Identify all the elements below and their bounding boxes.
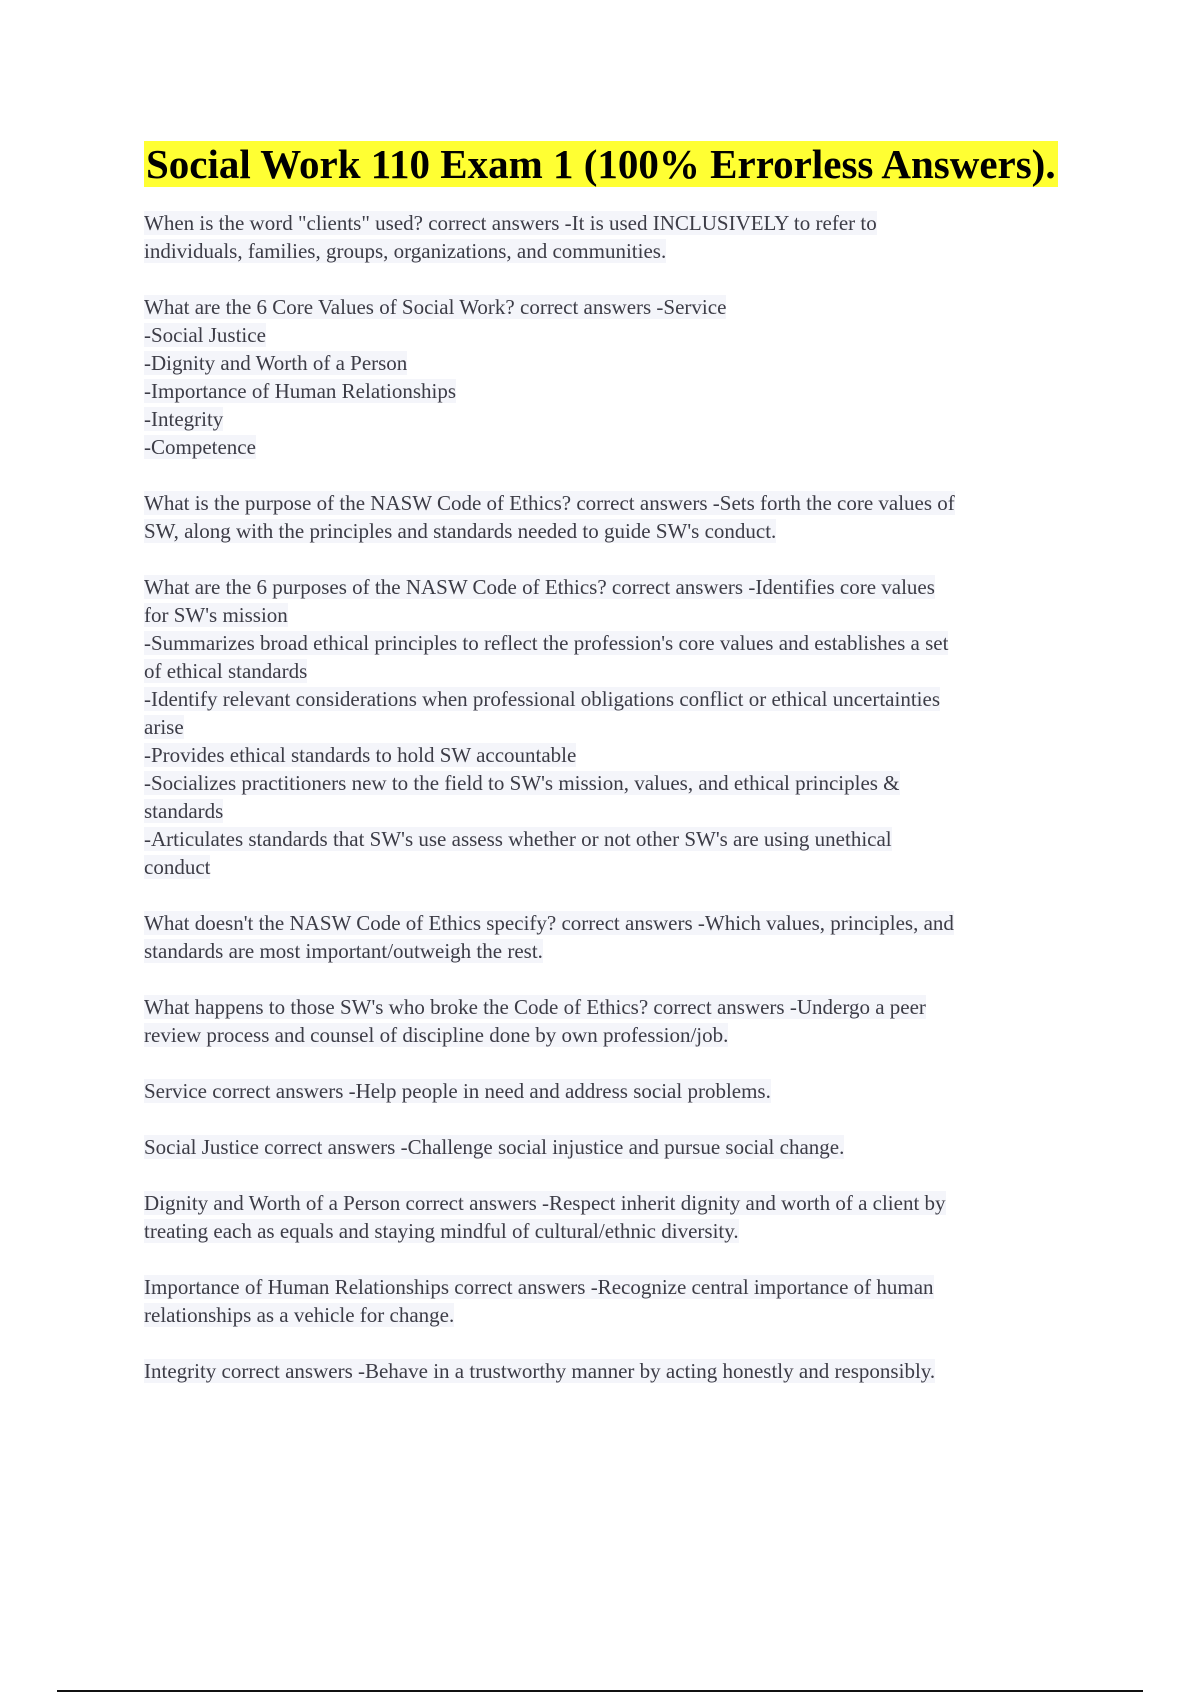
text-line: -Importance of Human Relationships xyxy=(144,379,457,403)
bottom-divider xyxy=(57,1690,1143,1692)
qa-entry-integrity xyxy=(144,1357,1104,1385)
qa-entry-clients xyxy=(144,209,1104,265)
title-block xyxy=(144,139,1104,189)
text-line: What doesn't the NASW Code of Ethics specify? correct answers -Which values, principles, and xyxy=(144,911,954,935)
qa-entry-violations xyxy=(144,993,1104,1049)
text-line: -Socializes practitioners new to the field to SW's mission, values, and ethical principles & xyxy=(144,771,900,795)
text-line: -Integrity xyxy=(144,407,224,431)
text-line: standards are most important/outweigh the rest. xyxy=(144,939,543,963)
text-line: What are the 6 Core Values of Social Work? correct answers -Service xyxy=(144,295,727,319)
document-title: Social Work 110 Exam 1 (100% Errorless Answers). xyxy=(146,141,1056,187)
text-line: -Articulates standards that SW's use assess whether or not other SW's are using unethical xyxy=(144,827,892,851)
text-line: Service correct answers -Help people in need and address social problems. xyxy=(144,1079,771,1103)
text-line: What happens to those SW's who broke the Code of Ethics? correct answers -Undergo a peer xyxy=(144,995,926,1019)
text-line: arise xyxy=(144,715,184,739)
text-line: Importance of Human Relationships correct answers -Recognize central importance of human xyxy=(144,1275,934,1299)
qa-entry-six-purposes xyxy=(144,573,1104,881)
text-line: conduct xyxy=(144,855,211,879)
text-line: What are the 6 purposes of the NASW Code of Ethics? correct answers -Identifies core values xyxy=(144,575,935,599)
text-line: SW, along with the principles and standards needed to guide SW's conduct. xyxy=(144,519,777,543)
qa-entry-social-justice xyxy=(144,1133,1104,1161)
text-line: Dignity and Worth of a Person correct answers -Respect inherit dignity and worth of a client by xyxy=(144,1191,946,1215)
text-line: -Social Justice xyxy=(144,323,266,347)
qa-entry-code-purpose xyxy=(144,489,1104,545)
text-line: -Identify relevant considerations when professional obligations conflict or ethical uncertainties xyxy=(144,687,940,711)
text-line: treating each as equals and staying mindful of cultural/ethnic diversity. xyxy=(144,1219,739,1243)
qa-entry-core-values xyxy=(144,293,1104,461)
text-line: individuals, families, groups, organizations, and communities. xyxy=(144,239,667,263)
qa-entry-dignity xyxy=(144,1189,1104,1245)
text-line: Integrity correct answers -Behave in a trustworthy manner by acting honestly and responsibly. xyxy=(144,1359,936,1383)
text-line: relationships as a vehicle for change. xyxy=(144,1303,455,1327)
qa-entry-service xyxy=(144,1077,1104,1105)
text-line: for SW's mission xyxy=(144,603,288,627)
qa-entry-human-relationships xyxy=(144,1273,1104,1329)
text-line: Social Justice correct answers -Challenge social injustice and pursue social change. xyxy=(144,1135,845,1159)
text-line: -Provides ethical standards to hold SW accountable xyxy=(144,743,577,767)
text-line: When is the word "clients" used? correct answers -It is used INCLUSIVELY to refer to xyxy=(144,211,877,235)
text-line: of ethical standards xyxy=(144,659,308,683)
text-line: review process and counsel of discipline done by own profession/job. xyxy=(144,1023,729,1047)
text-line: -Dignity and Worth of a Person xyxy=(144,351,408,375)
text-line: -Summarizes broad ethical principles to reflect the profession's core values and establishes a set xyxy=(144,631,949,655)
page-content xyxy=(144,139,1104,1413)
text-line: standards xyxy=(144,799,224,823)
text-line: -Competence xyxy=(144,435,256,459)
text-line: What is the purpose of the NASW Code of Ethics? correct answers -Sets forth the core values of xyxy=(144,491,955,515)
qa-entry-not-specified xyxy=(144,909,1104,965)
